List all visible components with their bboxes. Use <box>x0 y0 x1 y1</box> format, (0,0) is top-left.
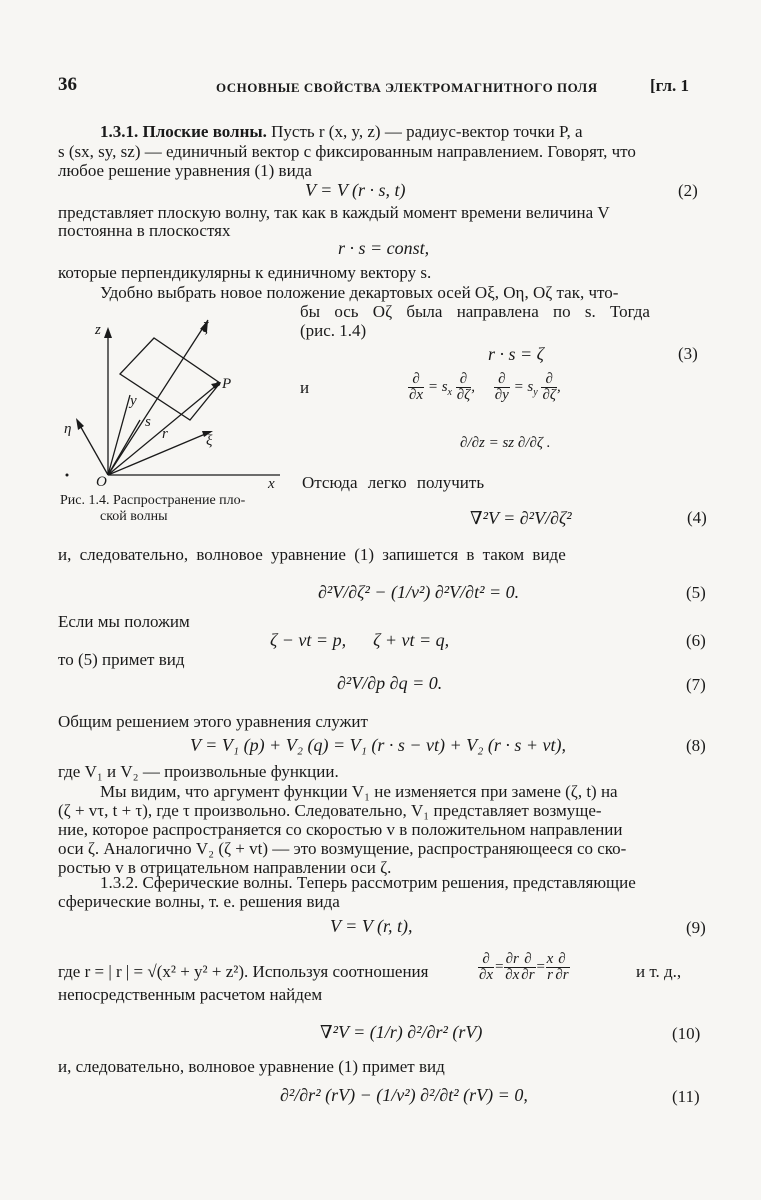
para2-line1: Мы видим, что аргумент функции V₁ не изменяется при замене (ζ, t) на <box>100 782 618 801</box>
equation-3: r · s = ζ <box>488 344 544 364</box>
equation-10: ∇²V = (1/r) ∂²/∂r² (rV) <box>320 1022 483 1042</box>
label-s: s <box>145 414 151 430</box>
equation-2: V = V (r · s, t) <box>305 180 406 200</box>
equation-3-number: (3) <box>678 344 698 363</box>
equation-2-number: (2) <box>678 181 698 200</box>
equation-7: ∂²V/∂p ∂q = 0. <box>337 673 443 693</box>
label-p: P <box>222 376 232 392</box>
equation-10-number: (10) <box>672 1024 701 1043</box>
section-131-line2: s (sx, sy, sz) — единичный вектор с фиксированным направлением. Говорят, что <box>58 142 636 161</box>
equation-11-number: (11) <box>672 1087 700 1106</box>
para2-line3: ние, которое распространяется со скоростью v в положительном направлении <box>58 820 623 839</box>
section-131-line1: Пусть r (x, y, z) — радиус-вектор точки P, а <box>271 122 583 141</box>
figure-caption-line2: ской волны <box>100 509 168 524</box>
label-xi: ξ <box>206 433 213 449</box>
frac-dr-dx: $\frac{\partial r}{\partial x}$ <box>505 951 520 983</box>
derivative-relations: $\frac{\partial}{\partial x}$ = $s_x$ $\frac{\partial}{\partial\zeta}$ , $\frac{\partial}{\partial y}$ = $s_y$ $\frac{\partial}{\partial\zeta}$ , <box>409 371 561 403</box>
para2-line5: ростью v в отрицательном направлении оси ζ. <box>58 858 392 877</box>
arrowhead-eta <box>76 418 84 430</box>
section-131-line3: любое решение уравнения (1) вида <box>58 161 312 180</box>
frac-d-dx-2: $\frac{\partial}{\partial x}$ <box>479 951 494 983</box>
axis-eta <box>78 422 108 475</box>
section-132-title: 1.3.2. Сферические волны. <box>100 873 293 892</box>
frac-d-dr: $\frac{\partial}{\partial r}$ <box>521 951 535 983</box>
frac-d-dy: $\frac{\partial}{\partial y}$ <box>494 371 509 403</box>
label-eta: η <box>64 421 72 437</box>
radial-derivative-relation: $\frac{\partial}{\partial x}$ = $\frac{\partial r}{\partial x}$ $\frac{\partial}{\partial r}$ = $\frac{x}{r}$ $\frac{\partial}{\partial r}$ <box>479 951 569 983</box>
and-word: и <box>300 378 310 397</box>
para2-line4: оси ζ. Аналогично V₂ (ζ + vt) — это возмущение, распространяющееся со ско- <box>58 839 627 858</box>
label-zeta: ζ <box>202 320 209 336</box>
section-132-where-line-b: и т. д., <box>636 962 682 981</box>
derivative-z-relation: ∂/∂z = sz ∂/∂ζ . <box>460 435 551 451</box>
running-title: ОСНОВНЫЕ СВОЙСТВА ЭЛЕКТРОМАГНИТНОГО ПОЛЯ <box>216 80 598 95</box>
frac-d-dzeta-1: $\frac{\partial}{\partial\zeta}$ <box>456 371 471 403</box>
direct-calc-line: непосредственным расчетом найдем <box>58 985 323 1004</box>
section-131-line9: (рис. 1.4) <box>300 321 367 340</box>
then-line: то (5) примет вид <box>58 650 185 669</box>
equation-4-number: (4) <box>687 508 707 527</box>
section-131-line6: которые перпендикулярны к единичному вектору s. <box>58 263 432 282</box>
para2-line2: (ζ + vτ, t + τ), где τ произвольно. Следовательно, V₁ представляет возмуще- <box>58 801 602 820</box>
wave-equation-line-2: и, следовательно, волновое уравнение (1) примет вид <box>58 1057 445 1076</box>
arrowhead-z <box>104 327 112 338</box>
equation-5-number: (5) <box>686 583 706 602</box>
equation-7-number: (7) <box>686 675 706 694</box>
where-functions-line: где V₁ и V₂ — произвольные функции. <box>58 762 339 781</box>
section-132-heading <box>100 873 636 893</box>
label-y: y <box>130 393 137 409</box>
wave-equation-line: и, следовательно, волновое уравнение (1) запишется в таком виде <box>58 545 566 564</box>
section-131-line7: Удобно выбрать новое положение декартовых осей Oξ, Oη, Oζ так, что- <box>100 283 619 302</box>
equation-4: ∇²V = ∂²V/∂ζ² <box>470 508 572 528</box>
hence-line: Отсюда легко получить <box>302 473 485 492</box>
label-x: x <box>268 476 275 492</box>
chapter-ref: [гл. 1 <box>650 76 690 95</box>
section-131-line8: бы ось Oζ была направлена по s. Тогда <box>300 302 650 321</box>
equation-8: V = V₁ (p) + V₂ (q) = V₁ (r · s − vt) + V₂ (r · s + vt), <box>190 735 567 755</box>
section-131-heading <box>100 122 583 142</box>
equation-const: r · s = const, <box>338 238 430 258</box>
axis-y <box>108 395 130 475</box>
equation-6: ζ − vt = p, ζ + vt = q, <box>270 630 450 650</box>
dot-left <box>66 474 69 477</box>
label-origin: O <box>96 474 107 490</box>
point-p <box>216 382 220 386</box>
label-r: r <box>162 426 168 442</box>
if-line: Если мы положим <box>58 612 190 631</box>
frac-x-r: $\frac{x}{r}$ <box>546 951 554 983</box>
section-132-line1: Теперь рассмотрим решения, представляющие <box>296 873 636 892</box>
section-132-where-line-a: где r = | r | = √(x² + y² + z²). Используя соотношения <box>58 962 429 981</box>
section-131-title: 1.3.1. Плоские волны. <box>100 122 267 141</box>
equation-6-number: (6) <box>686 631 706 650</box>
equation-11: ∂²/∂r² (rV) − (1/v²) ∂²/∂t² (rV) = 0, <box>280 1085 528 1105</box>
axis-xi <box>108 432 210 475</box>
equation-5: ∂²V/∂ζ² − (1/v²) ∂²V/∂t² = 0. <box>318 582 520 602</box>
section-131-line5: постоянна в плоскостях <box>58 221 231 240</box>
general-solution-line: Общим решением этого уравнения служит <box>58 712 368 731</box>
frac-d-dx: $\frac{\partial}{\partial x}$ <box>409 371 424 403</box>
figure-plane-wave <box>58 310 290 495</box>
equation-9: V = V (r, t), <box>330 916 413 936</box>
equation-9-number: (9) <box>686 918 706 937</box>
figure-caption <box>60 493 245 525</box>
section-132-line2: сферические волны, т. е. решения вида <box>58 892 340 911</box>
label-z: z <box>95 322 101 338</box>
section-131-line4: представляет плоскую волну, так как в каждый момент времени величина V <box>58 203 610 222</box>
frac-d-dr-2: $\frac{\partial}{\partial r}$ <box>555 951 569 983</box>
axis-zeta <box>108 320 208 475</box>
equation-8-number: (8) <box>686 736 706 755</box>
frac-d-dzeta-2: $\frac{\partial}{\partial\zeta}$ <box>542 371 556 403</box>
page-number: 36 <box>58 74 77 95</box>
vector-s <box>108 420 140 475</box>
figure-caption-line1: Рис. 1.4. Распространение пло- <box>60 493 246 508</box>
